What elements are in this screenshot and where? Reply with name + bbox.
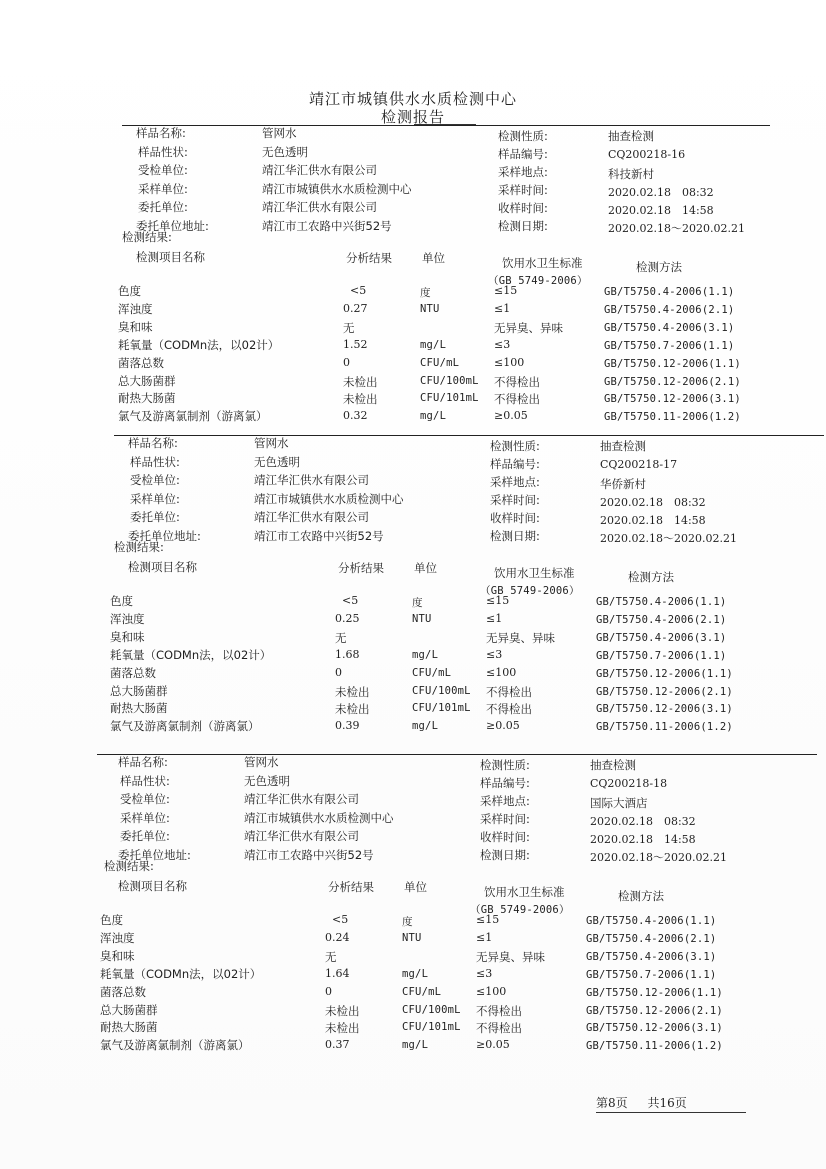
info-label-client-address: 委托单位地址: <box>118 847 191 862</box>
item-standard: ≥0.05 <box>476 1038 510 1052</box>
col-header-unit: 单位 <box>414 561 437 575</box>
item-unit: CFU/mL <box>402 985 442 998</box>
item-standard: 不得检出 <box>476 1003 522 1018</box>
info-value-sampling-time: 2020.02.18 08:32 <box>590 815 696 828</box>
info-value-client-address: 靖江市工农路中兴街52号 <box>254 528 384 543</box>
info-label-inspected-unit: 受检单位: <box>120 792 170 806</box>
item-standard: ≤100 <box>486 665 517 679</box>
item-name: 耐热大肠菌 <box>110 701 168 716</box>
results-label: 检测结果: <box>114 540 164 554</box>
item-standard: ≤15 <box>476 913 500 926</box>
info-value-receive-time: 2020.02.18 14:58 <box>600 514 706 527</box>
info-value-sampling-site: 国际大酒店 <box>590 796 648 810</box>
item-name: 氯气及游离氯制剂（游离氯） <box>118 409 268 424</box>
info-value-receive-time: 2020.02.18 14:58 <box>608 204 714 217</box>
item-method: GB/T5750.11-2006(1.2) <box>596 721 733 734</box>
item-result: 无 <box>343 320 355 335</box>
item-unit: CFU/101mL <box>402 1021 461 1034</box>
info-value-client-address: 靖江市工农路中兴街52号 <box>262 218 392 233</box>
item-unit: NTU <box>402 931 422 944</box>
info-label-sampling-site: 采样地点: <box>498 165 548 179</box>
item-name: 菌落总数 <box>100 984 146 999</box>
item-result: 0.32 <box>343 409 368 423</box>
item-standard: ≤3 <box>494 337 511 351</box>
item-unit: CFU/mL <box>412 666 452 679</box>
col-header-result: 分析结果 <box>328 880 374 894</box>
info-label-test-date: 检测日期: <box>498 219 548 233</box>
info-label-test-nature: 检测性质: <box>498 129 548 143</box>
info-label-sample-name: 样品名称: <box>136 126 186 140</box>
info-value-sampling-site: 华侨新村 <box>600 477 646 491</box>
item-result: <5 <box>332 913 349 926</box>
item-method: GB/T5750.12-2006(2.1) <box>596 685 733 698</box>
item-name: 臭和味 <box>110 629 145 644</box>
item-result: <5 <box>342 594 359 607</box>
info-label-client-address: 委托单位地址: <box>136 218 209 233</box>
item-unit: mg/L <box>412 648 439 661</box>
item-method: GB/T5750.4-2006(3.1) <box>596 631 727 644</box>
info-label-inspected-unit: 受检单位: <box>138 163 188 177</box>
info-label-receive-time: 收样时间: <box>490 511 540 525</box>
item-result: <5 <box>350 284 367 297</box>
item-result: 0 <box>343 355 350 369</box>
item-name: 臭和味 <box>118 319 153 334</box>
item-name: 耗氧量（CODMn法，以02计） <box>100 966 262 981</box>
item-name: 菌落总数 <box>118 355 164 370</box>
item-name: 耐热大肠菌 <box>118 391 176 406</box>
info-value-sample-name: 管网水 <box>262 126 297 140</box>
item-result: 0 <box>325 984 332 998</box>
item-unit: mg/L <box>412 720 439 733</box>
item-name: 耐热大肠菌 <box>100 1020 158 1035</box>
info-value-client-unit: 靖江华汇供水有限公司 <box>244 829 359 843</box>
page-footer <box>596 1094 703 1111</box>
info-value-sampling-time: 2020.02.18 08:32 <box>600 496 706 509</box>
info-value-test-nature: 抽查检测 <box>600 439 646 453</box>
col-header-standard: 饮用水卫生标准 <box>484 885 565 899</box>
col-header-result: 分析结果 <box>338 561 384 575</box>
page-total: 共16页 <box>647 1096 687 1110</box>
item-name: 耗氧量（CODMn法，以02计） <box>110 647 272 662</box>
report-org-title: 靖江市城镇供水水质检测中心 <box>308 90 517 108</box>
col-header-method: 检测方法 <box>628 570 674 584</box>
info-label-sample-no: 样品编号: <box>480 776 530 790</box>
info-value-sample-state: 无色透明 <box>244 773 290 788</box>
item-result: 1.64 <box>325 966 350 980</box>
info-label-test-nature: 检测性质: <box>480 758 530 772</box>
info-label-sample-state: 样品性状: <box>130 454 180 469</box>
results-label: 检测结果: <box>104 859 154 873</box>
item-name: 浑浊度 <box>118 301 153 316</box>
item-unit: CFU/mL <box>420 356 460 369</box>
item-result: 1.52 <box>343 337 368 351</box>
item-standard: 无异臭、异味 <box>486 630 555 645</box>
info-label-client-unit: 委托单位: <box>130 510 180 524</box>
section-top-rule <box>97 754 817 755</box>
info-label-test-date: 检测日期: <box>490 529 540 543</box>
info-value-sampling-site: 科技新村 <box>608 167 654 181</box>
item-unit: CFU/100mL <box>420 374 479 387</box>
info-label-sample-no: 样品编号: <box>490 457 540 471</box>
item-name: 菌落总数 <box>110 665 156 680</box>
info-label-client-unit: 委托单位: <box>138 200 188 214</box>
item-standard: ≤3 <box>476 966 493 980</box>
info-value-receive-time: 2020.02.18 14:58 <box>590 833 696 846</box>
item-unit: 度 <box>412 597 423 609</box>
info-label-sample-state: 样品性状: <box>120 773 170 788</box>
info-label-test-nature: 检测性质: <box>490 439 540 453</box>
item-standard: ≥0.05 <box>486 719 520 733</box>
item-standard: ≤100 <box>476 984 507 998</box>
info-value-inspected-unit: 靖江华汇供水有限公司 <box>262 163 377 177</box>
item-method: GB/T5750.4-2006(1.1) <box>596 596 727 608</box>
item-unit: mg/L <box>402 967 429 980</box>
item-name: 氯气及游离氯制剂（游离氯） <box>110 719 260 734</box>
item-result: 未检出 <box>335 702 370 717</box>
item-standard: ≤100 <box>494 355 525 369</box>
info-value-sampling-unit: 靖江市城镇供水水质检测中心 <box>244 810 394 825</box>
item-method: GB/T5750.4-2006(3.1) <box>604 321 735 334</box>
item-result: 0.27 <box>343 301 368 315</box>
item-name: 浑浊度 <box>100 930 135 945</box>
item-method: GB/T5750.7-2006(1.1) <box>596 649 727 662</box>
info-value-test-nature: 抽查检测 <box>590 758 636 772</box>
item-result: 未检出 <box>325 1021 360 1036</box>
info-value-sample-state: 无色透明 <box>262 144 308 159</box>
info-label-test-date: 检测日期: <box>480 848 530 862</box>
info-value-test-date: 2020.02.18～2020.02.21 <box>590 851 727 864</box>
item-unit: CFU/101mL <box>420 392 479 405</box>
info-value-test-date: 2020.02.18～2020.02.21 <box>608 222 745 235</box>
item-standard: 无异臭、异味 <box>494 320 563 335</box>
col-header-method: 检测方法 <box>618 889 664 903</box>
item-unit: 度 <box>420 287 431 299</box>
item-unit: mg/L <box>402 1039 429 1052</box>
item-method: GB/T5750.12-2006(1.1) <box>604 357 741 370</box>
col-header-standard-code: （GB 5749-2006） <box>480 585 580 597</box>
item-unit: CFU/100mL <box>412 684 471 697</box>
info-label-sampling-time: 采样时间: <box>480 812 530 826</box>
item-name: 色度 <box>110 594 133 608</box>
item-unit: 度 <box>402 916 413 928</box>
item-name: 浑浊度 <box>110 611 145 626</box>
item-standard: ≤15 <box>486 594 510 607</box>
info-label-receive-time: 收样时间: <box>480 830 530 844</box>
info-label-inspected-unit: 受检单位: <box>130 473 180 487</box>
info-label-sampling-unit: 采样单位: <box>120 810 170 825</box>
info-value-sample-no: CQ200218-18 <box>590 777 668 790</box>
item-name: 臭和味 <box>100 948 135 963</box>
item-method: GB/T5750.12-2006(3.1) <box>604 393 741 406</box>
item-standard: 不得检出 <box>494 392 540 407</box>
item-result: 0.25 <box>335 611 360 625</box>
info-value-inspected-unit: 靖江华汇供水有限公司 <box>244 792 359 806</box>
item-name: 耗氧量（CODMn法，以02计） <box>118 337 280 352</box>
info-label-sampling-site: 采样地点: <box>490 475 540 489</box>
info-label-sampling-time: 采样时间: <box>498 183 548 197</box>
info-value-sample-name: 管网水 <box>254 436 289 450</box>
info-value-inspected-unit: 靖江华汇供水有限公司 <box>254 473 369 487</box>
info-value-test-date: 2020.02.18～2020.02.21 <box>600 532 737 545</box>
item-standard: ≤1 <box>476 930 493 944</box>
section-top-rule <box>122 125 770 126</box>
section-top-rule <box>114 435 824 436</box>
item-unit: CFU/100mL <box>402 1003 461 1016</box>
item-unit: NTU <box>420 302 440 315</box>
item-standard: 不得检出 <box>494 374 540 389</box>
item-name: 色度 <box>118 284 141 298</box>
col-header-item: 检测项目名称 <box>118 879 187 893</box>
item-unit: NTU <box>412 612 432 625</box>
footer-rule <box>596 1112 746 1113</box>
item-result: 0.24 <box>325 930 350 944</box>
info-value-client-unit: 靖江华汇供水有限公司 <box>254 510 369 524</box>
info-value-test-nature: 抽查检测 <box>608 129 654 143</box>
info-value-client-unit: 靖江华汇供水有限公司 <box>262 200 377 214</box>
col-header-standard-code: （GB 5749-2006） <box>470 904 570 916</box>
info-value-sample-name: 管网水 <box>244 755 279 769</box>
info-label-sampling-unit: 采样单位: <box>130 491 180 506</box>
item-name: 氯气及游离氯制剂（游离氯） <box>100 1038 250 1053</box>
item-method: GB/T5750.12-2006(1.1) <box>596 667 733 680</box>
info-label-sample-name: 样品名称: <box>118 755 168 769</box>
info-value-client-address: 靖江市工农路中兴街52号 <box>244 847 374 862</box>
col-header-item: 检测项目名称 <box>128 560 197 574</box>
info-label-client-unit: 委托单位: <box>120 829 170 843</box>
item-method: GB/T5750.12-2006(3.1) <box>586 1022 723 1035</box>
item-standard: ≥0.05 <box>494 409 528 423</box>
item-method: GB/T5750.12-2006(2.1) <box>586 1004 723 1017</box>
info-label-sample-name: 样品名称: <box>128 436 178 450</box>
item-result: 1.68 <box>335 647 360 661</box>
info-label-sampling-unit: 采样单位: <box>138 181 188 196</box>
item-unit: mg/L <box>420 338 447 351</box>
item-standard: ≤1 <box>494 301 511 315</box>
info-label-sampling-site: 采样地点: <box>480 794 530 808</box>
info-value-sampling-unit: 靖江市城镇供水水质检测中心 <box>254 491 404 506</box>
item-standard: ≤15 <box>494 284 518 297</box>
item-result: 未检出 <box>343 392 378 407</box>
item-standard: 不得检出 <box>476 1021 522 1036</box>
col-header-standard: 饮用水卫生标准 <box>494 566 575 580</box>
info-label-sample-no: 样品编号: <box>498 147 548 161</box>
item-standard: 不得检出 <box>486 684 532 699</box>
item-standard: 不得检出 <box>486 702 532 717</box>
col-header-result: 分析结果 <box>346 251 392 265</box>
item-method: GB/T5750.4-2006(3.1) <box>586 950 717 963</box>
item-method: GB/T5750.11-2006(1.2) <box>586 1040 723 1053</box>
item-method: GB/T5750.7-2006(1.1) <box>604 339 735 352</box>
info-value-sample-no: CQ200218-17 <box>600 458 678 471</box>
item-result: 无 <box>325 949 337 964</box>
col-header-unit: 单位 <box>422 251 445 265</box>
item-result: 无 <box>335 630 347 645</box>
item-method: GB/T5750.4-2006(2.1) <box>604 303 735 316</box>
item-method: GB/T5750.4-2006(2.1) <box>586 932 717 945</box>
item-name: 色度 <box>100 913 123 927</box>
item-method: GB/T5750.11-2006(1.2) <box>604 411 741 424</box>
item-unit: mg/L <box>420 410 447 423</box>
item-result: 未检出 <box>335 684 370 699</box>
item-name: 总大肠菌群 <box>100 1002 158 1017</box>
page-number: 第8页 <box>596 1096 628 1110</box>
info-value-sample-state: 无色透明 <box>254 454 300 469</box>
item-standard: ≤1 <box>486 611 503 625</box>
info-label-client-address: 委托单位地址: <box>128 528 201 543</box>
col-header-standard-code: （GB 5749-2006） <box>488 275 588 287</box>
report-title: 检测报告 <box>380 108 445 126</box>
info-value-sampling-unit: 靖江市城镇供水水质检测中心 <box>262 181 412 196</box>
item-standard: 无异臭、异味 <box>476 949 545 964</box>
item-result: 未检出 <box>325 1003 360 1018</box>
info-value-sample-no: CQ200218-16 <box>608 148 686 161</box>
item-standard: ≤3 <box>486 647 503 661</box>
item-method: GB/T5750.12-2006(2.1) <box>604 375 741 388</box>
col-header-item: 检测项目名称 <box>136 250 205 264</box>
col-header-method: 检测方法 <box>636 260 682 274</box>
item-method: GB/T5750.4-2006(1.1) <box>586 915 717 927</box>
results-label: 检测结果: <box>122 230 172 244</box>
info-label-sampling-time: 采样时间: <box>490 493 540 507</box>
col-header-unit: 单位 <box>404 880 427 894</box>
item-method: GB/T5750.4-2006(1.1) <box>604 286 735 298</box>
col-header-standard: 饮用水卫生标准 <box>502 256 583 270</box>
item-method: GB/T5750.12-2006(3.1) <box>596 703 733 716</box>
item-name: 总大肠菌群 <box>110 683 168 698</box>
item-method: GB/T5750.4-2006(2.1) <box>596 613 727 626</box>
item-name: 总大肠菌群 <box>118 373 176 388</box>
item-method: GB/T5750.12-2006(1.1) <box>586 986 723 999</box>
item-result: 0.37 <box>325 1038 350 1052</box>
item-result: 0 <box>335 665 342 679</box>
info-value-sampling-time: 2020.02.18 08:32 <box>608 186 714 199</box>
info-label-sample-state: 样品性状: <box>138 144 188 159</box>
item-unit: CFU/101mL <box>412 702 471 715</box>
item-result: 未检出 <box>343 374 378 389</box>
info-label-receive-time: 收样时间: <box>498 201 548 215</box>
item-method: GB/T5750.7-2006(1.1) <box>586 968 717 981</box>
item-result: 0.39 <box>335 719 360 733</box>
